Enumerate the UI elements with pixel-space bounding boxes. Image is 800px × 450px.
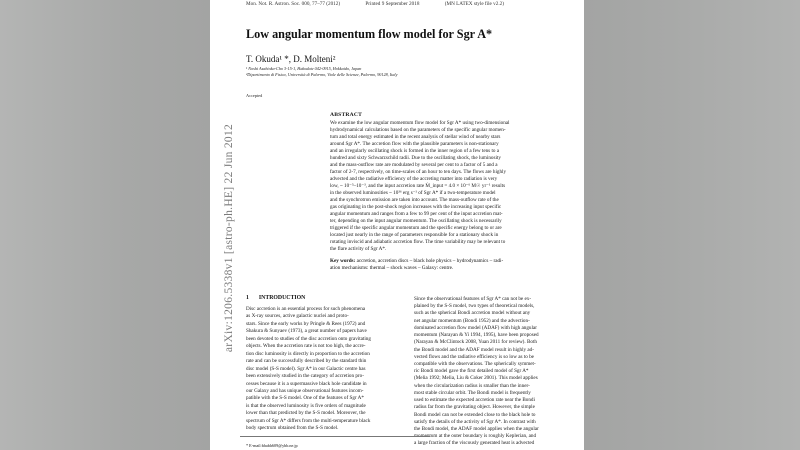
abstract-line: low, ~ 10⁻⁵–10⁻³, and the input accretion rate Ṁ_input = 4.0 × 10⁻⁶ M☉ yr⁻¹ results <box>330 182 506 189</box>
right-column-line: the Bondi model, the ADAF model applies when the angular <box>414 425 539 432</box>
abstract-line: and the synchrotron emission are taken into account. The mass-outflow rate of the <box>330 196 499 203</box>
left-column-line: tion disc luminosity is directly in proportion to the accretion <box>246 350 370 357</box>
keywords-line-2: ation mechanisms: thermal – shock waves – Galaxy: centre. <box>330 265 454 271</box>
left-column-line: been devoted to studies of the disc accretion onto gravitating <box>246 335 371 342</box>
style-note: (MN LATEX style file v2.2) <box>444 1 504 7</box>
left-column-line: stars. Since the early works by Pringle & Rees (1972) and <box>246 320 366 327</box>
left-column-line: objects. When the accretion rate is not too high, the accre- <box>246 343 366 350</box>
right-column-line: net angular momentum (Bondi 1952) and the advection- <box>414 317 530 324</box>
abstract-line: factor of 2-7, respectively, on time-scales of an hour to ten days. The flows are highly <box>330 168 507 175</box>
right-column-line: momentum at the outer boundary is roughly Keplerian, and <box>414 433 537 440</box>
left-column-line: patible with the S-S model. One of the features of Sgr A* <box>246 395 364 402</box>
paper-page <box>210 0 584 450</box>
footnote-rule <box>240 436 430 437</box>
arxiv-stamp: arXiv:1206.5338v1 [astro-ph.HE] 22 Jun 2012 <box>223 123 235 353</box>
right-background <box>584 0 800 450</box>
right-column-line: compatible with the observations. The spherically symmet- <box>414 360 536 367</box>
left-column-line: as X-ray sources, active galactic nuclei and proto- <box>246 313 349 320</box>
abstract-line: located just nearly in the range of parameters responsible for a stationary shock in <box>330 231 499 238</box>
abstract-line: in the observed luminosities ~ 10³⁶ erg s⁻¹ of Sgr A* if a two-temperature model <box>330 189 496 196</box>
right-column-line: (Narayan & McClintock 2008, Yuan 2011 for review). Both <box>414 339 537 346</box>
right-column-line: momentum (Narayan & Yi 1994, 1995), have been proposed <box>414 332 539 339</box>
right-column-line: dominated accretion flow model (ADAF) with high angular <box>414 324 537 331</box>
abstract-line: We examine the low angular momentum flow model for Sgr A* using two-dimensional <box>330 119 510 126</box>
right-column-line: (Melia 1992; Melia, Liu & Coker 2001). This model applies <box>414 375 538 382</box>
left-column-line: Disc accretion is an essential process for such phenomena <box>246 306 366 312</box>
authors: T. Okuda¹ *, D. Molteni² <box>246 54 336 64</box>
left-column-line: been extensively studied in the category of accretion pro- <box>246 373 364 380</box>
right-column-line: the Bondi model and the ADAF model result in highly ad- <box>414 346 534 353</box>
accepted-note: Accepted <box>246 93 263 98</box>
section-title: INTRODUCTION <box>258 295 306 301</box>
left-column-line: lower than that predicted by the S-S model. Moreover, the <box>246 410 366 417</box>
right-column-line: such as the spherical Bondi accretion model without any <box>414 310 531 317</box>
abstract-line: and an irregularly oscillating shock is formed in the inner region of a few tens to a <box>330 147 500 154</box>
keywords-line-1 <box>330 258 503 264</box>
abstract-line: triggered if the specific angular momentum and the specific energy belong to or are <box>330 224 502 231</box>
left-background <box>0 0 210 450</box>
right-column-line: used to estimate the expected accretion rate near the Bondi <box>414 397 535 404</box>
affiliation-2: ²Dipartimento di Fisica, Università di Palermo, Viale delle Scienze, Palermo, 90128, Italy <box>246 72 398 77</box>
abstract-line: advected and the radiative efficiency of the accreting matter into radiation is very <box>330 175 498 182</box>
right-column-line: Since the observational features of Sgr A* can not be ex- <box>414 296 532 302</box>
right-column-line: radius far from the gravitating object. However, the simple <box>414 404 535 411</box>
journal-ref: Mon. Not. R. Astron. Soc. 000, 77–77 (2012) <box>246 1 341 7</box>
printed-date: Printed 9 September 2018 <box>365 1 420 7</box>
keywords-label: Key words: <box>330 258 356 264</box>
abstract-line: tum and total energy estimated in the recent analysis of stellar wind of nearby stars <box>330 133 501 140</box>
right-column-line: satisfy the details of the activity of Sgr A*. In contrast with <box>414 418 536 425</box>
affiliation-1: ¹ Noshi Asahioka-Cho 3-15-1, Hakodate 042-0915, Hokkaido, Japan <box>246 66 362 71</box>
abstract-line: gas originating in the post-shock region increases with the increasing input specific <box>330 203 502 210</box>
right-column-line: ric Bondi model gave the first detailed model of Sgr A* <box>414 368 529 375</box>
keywords-text-1: accretion, accretion discs – black hole physics – hydrodynamics – radi- <box>356 258 504 264</box>
left-column-line: our Galaxy and has unique observational features incom- <box>246 387 364 394</box>
left-column-line: is that the observed luminosity is five orders of magnitude <box>246 402 366 409</box>
running-header <box>246 1 528 7</box>
right-column-line: plained by the S-S model, two types of theoretical models, <box>414 303 535 310</box>
abstract-heading: ABSTRACT <box>330 112 363 118</box>
right-column-line: most stable circular orbit. The Bondi model is frequently <box>414 389 531 396</box>
abstract-line: around Sgr A*. The accretion flow with the plausible parameters is non-stationary <box>330 140 499 147</box>
abstract-line: hydrodynamical calculations based on the parameters of the specific angular momen- <box>330 126 506 133</box>
right-column-line: Bondi model can not be extended close to the black hole to <box>414 411 536 418</box>
right-column-line: vected flows and the radiative efficiency is so low as to be <box>414 353 534 360</box>
section-heading <box>246 295 315 301</box>
abstract-line: the flare activity of Sgr A*. <box>330 245 387 252</box>
left-column-line: cesses because it is a supermassive black hole candidate in <box>246 380 367 387</box>
right-column-line: a large fraction of the viscously generated heat is advected <box>414 440 535 447</box>
left-column-line: Shakura & Sunyaev (1973), a great number of papers have <box>246 328 367 335</box>
abstract-line: angular momentum and ranges from a few to 99 per cent of the input accretion mat- <box>330 210 503 217</box>
abstract-line: ter, depending on the input angular momentum. The oscillating shock is necessarily <box>330 217 502 224</box>
left-column-line: spectrum of Sgr A* differs from the multi-temperature black <box>246 417 371 424</box>
footnote: * E-mail:bhabh609@ybb.ne.jp <box>246 443 298 448</box>
left-column-line: body spectrum obtained from the S-S model. <box>246 425 339 432</box>
abstract-line: rotating inviscid and adiabatic accretion flow. The time variability may be relevant to <box>330 238 506 245</box>
right-column-line: when the circularization radius is smaller than the inner- <box>414 382 530 389</box>
paper-title: Low angular momentum flow model for Sgr A* <box>246 27 493 41</box>
left-column-line: rate and can be successfully described by the standard thin <box>246 358 367 365</box>
abstract-line: hundred and sixty Schwarzschild radii. Due to the oscillating shock, the luminosity <box>330 154 501 161</box>
section-number: 1 <box>246 295 249 301</box>
left-column-line: disc model (S-S model). Sgr A* in our Galactic centre has <box>246 365 366 372</box>
abstract-line: and the mass-outflow rate are modulated by several per cent to a factor of 5 and a <box>330 161 498 168</box>
